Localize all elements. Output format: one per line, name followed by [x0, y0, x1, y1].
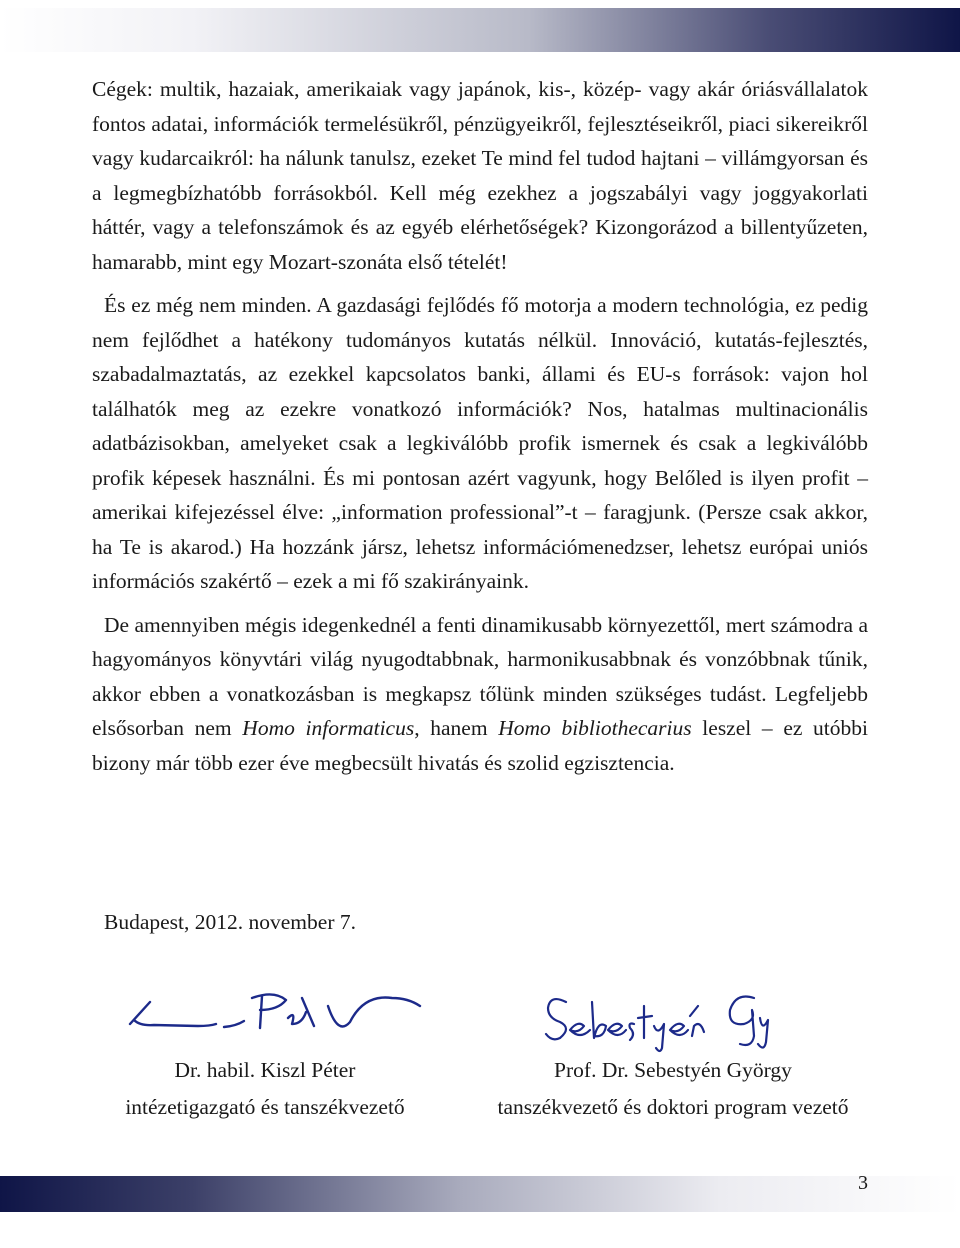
signer-name: Dr. habil. Kiszl Péter [174, 1058, 356, 1082]
page-number: 3 [858, 1172, 868, 1194]
paragraph-3-text-c: leszel – ez utóbbi bizony már több ezer éve megbecsült hivatás és szolid egzisztencia. [92, 716, 869, 775]
paragraph-3-text-a: De amennyiben mégis idegenkednél a fenti dinamikusabb környezettől, mert számodra a hagyományos könyvtári világ nyugodtabbnak, harmonikusabbnak és vonzóbbnak tűnik, akkor ebben a vonatkozásban is megkapsz tőlünk minden szükséges tudást. Legfeljebb elsősorban nem [92, 612, 868, 740]
paragraph-1: Cégek: multik, hazaiak, amerikaiak vagy japánok, kis-, közép- vagy akár óriásvállalatok fontos adatai, információk termelésükről, pénzügyeikről, fejlesztéseikről, piaci sikereikről vagy kudarcaikról: ha nálunk tanulsz, ezeket Te mind fel tudod hajtani – villámgyorsan és a legmegbízhatóbb forrásokból. Kell még ezekhez a jogszabályi vagy joggyakorlati háttér, vagy a telefonszámok és az egyéb elérhetőségek? Kizongorázod a billentyűzeten, hamarabb, mint egy Mozart-szonáta első tételét! [92, 77, 868, 274]
footer-gradient-band [0, 1176, 960, 1212]
paragraph-2: És ez még nem minden. A gazdasági fejlődés fő motorja a modern technológia, ez pedig nem fejlődhet a hatékony tudományos kutatás nélkül. Innováció, kutatás-fejlesztés, szabadalmaztatás, az ezekkel kapcsolatos banki, állami és EU-s források: vajon hol találhatók meg az ezekre vonatkozó információk? Nos, hatalmas multinacionális adatbázisokban, amelyeket csak a legkiválóbb profik ismernek és csak a legkiválóbb profik képesek használni. És mi pontosan azért vagyunk, hogy Belőled is ilyen profit – amerikai kifejezéssel élve: „information professional”-t – faragjunk. (Persze csak akkor, ha Te is akarod.) Ha hozzánk jársz, lehetsz információmenedzser, lehetsz európai uniós információs szakértő – ezek a mi fő szakirányaink. [92, 293, 868, 593]
signer-role: tanszékvezető és doktori program vezető [497, 1095, 849, 1119]
signature-sebestyen [540, 984, 780, 1054]
term-homo-bibliothecarius: Homo bibliothecarius [498, 716, 692, 740]
signer-kiszl [90, 1052, 440, 1126]
header-gradient-band [0, 8, 960, 52]
signer-name: Prof. Dr. Sebestyén György [554, 1058, 792, 1082]
term-homo-informaticus: Homo informaticus [242, 716, 415, 740]
signature-kiszl [124, 990, 424, 1040]
body-text [92, 72, 868, 789]
paragraph-3-text-b: , hanem [414, 716, 499, 740]
paragraph-3 [92, 608, 868, 781]
signer-role: intézetigazgató és tanszékvezető [125, 1095, 405, 1119]
signer-sebestyen [468, 1052, 878, 1126]
place-and-date: Budapest, 2012. november 7. [104, 910, 356, 934]
